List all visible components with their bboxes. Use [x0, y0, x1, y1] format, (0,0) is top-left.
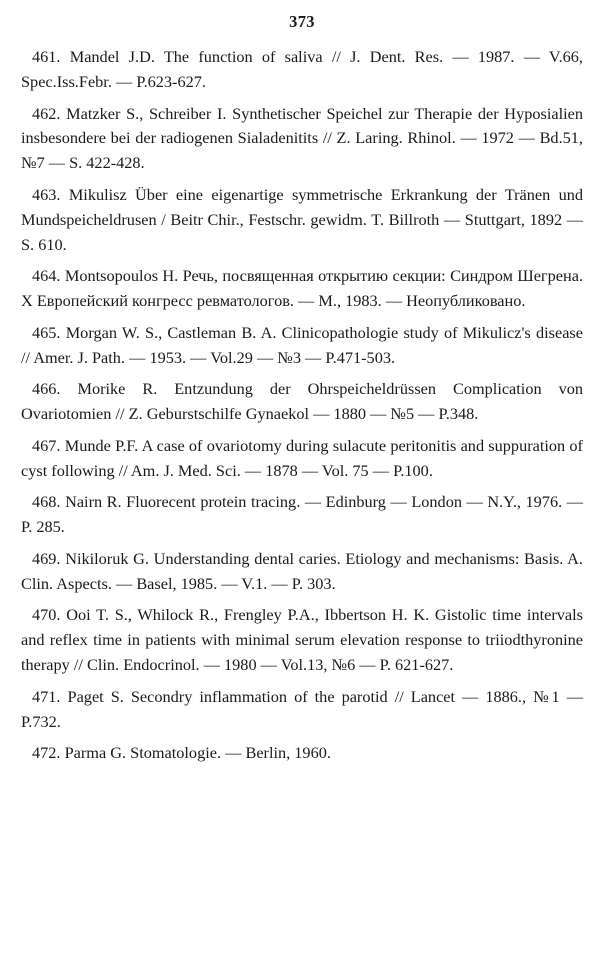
reference-text: Munde P.F. A case of ovariotomy during sulacute peritonitis and suppuration of cyst following // Am. J. Med. Sci. — 1878 — Vol. 75 — P.100.	[21, 435, 583, 480]
page-number: 373	[289, 12, 315, 31]
reference-item	[21, 547, 583, 597]
reference-item	[21, 321, 583, 371]
reference-number: 462.	[32, 103, 61, 123]
reference-text: Mikulisz Über eine eigenartige symmetrische Erkrankung der Tränen und Mundspeicheldrusen / Beitr Chir., Festschr. gewidm. T. Billroth — Stuttgart, 1892 — S. 610.	[21, 184, 583, 254]
reference-text: Ooi T. S., Whilock R., Frengley P.A., Ibbertson H. K. Gistolic time intervals and reflex time in patients with minimal serum elevation response to triiodthyronine therapy // Clin. Endocrinol. — 1980 — Vol.13, №6 — P. 621-627.	[21, 605, 583, 675]
reference-number: 467.	[32, 435, 61, 455]
reference-text: Matzker S., Schreiber I. Synthetischer Speichel zur Therapie der Hyposialien insbesondere bei der radiogenen Sialadenitits // Z. Laring. Rhinol. — 1972 — Bd.51, №7 — S. 422-428.	[21, 103, 583, 173]
reference-item	[21, 603, 583, 678]
reference-number: 461.	[32, 47, 61, 66]
reference-item	[21, 183, 583, 258]
reference-text: Nikiloruk G. Understanding dental caries. Etiology and mechanisms: Basis. A. Clin. Aspects. — Basel, 1985. — V.1. — P. 303.	[21, 548, 583, 593]
reference-item	[21, 264, 583, 314]
reference-number: 468.	[32, 492, 61, 512]
reference-number: 465.	[32, 322, 61, 342]
reference-item	[21, 685, 583, 735]
reference-text: Paget S. Secondry inflammation of the parotid // Lancet — 1886., №1 — P.732.	[21, 686, 583, 731]
reference-text: Parma G. Stomatologie. — Berlin, 1960.	[64, 743, 331, 763]
reference-text: Mandel J.D. The function of saliva // J. Dent. Res. — 1987. — V.66, Spec.Iss.Febr. — P.623-627.	[21, 47, 583, 91]
reference-list	[21, 45, 583, 773]
reference-number: 463.	[32, 184, 61, 204]
reference-item	[21, 434, 583, 484]
reference-number: 466.	[32, 379, 61, 399]
reference-number: 469.	[32, 548, 61, 568]
reference-text: Morgan W. S., Castleman B. A. Clinicopathologie study of Mikulicz's disease // Amer. J. Path. — 1953. — Vol.29 — №3 — P.471-503.	[21, 322, 583, 367]
reference-item	[21, 741, 583, 766]
reference-number: 471.	[32, 686, 61, 706]
reference-item	[21, 490, 583, 540]
reference-text: Nairn R. Fluorecent protein tracing. — Edinburg — London — N.Y., 1976. — P. 285.	[21, 492, 583, 537]
reference-number: 470.	[32, 605, 61, 625]
reference-item	[21, 377, 583, 427]
reference-number: 464.	[32, 266, 61, 286]
reference-number: 472.	[32, 743, 61, 763]
reference-item	[21, 45, 583, 95]
reference-text: Morike R. Entzundung der Ohrspeicheldrüssen Complication von Ovariotomien // Z. Geburstschilfe Gynaekol — 1880 — №5 — P.348.	[21, 379, 583, 424]
reference-text: Montsopoulos H. Речь, посвященная открытию секции: Синдром Шегрена. X Европейский конгресс ревматологов. — М., 1983. — Неопубликовано.	[21, 266, 583, 311]
reference-item	[21, 102, 583, 177]
